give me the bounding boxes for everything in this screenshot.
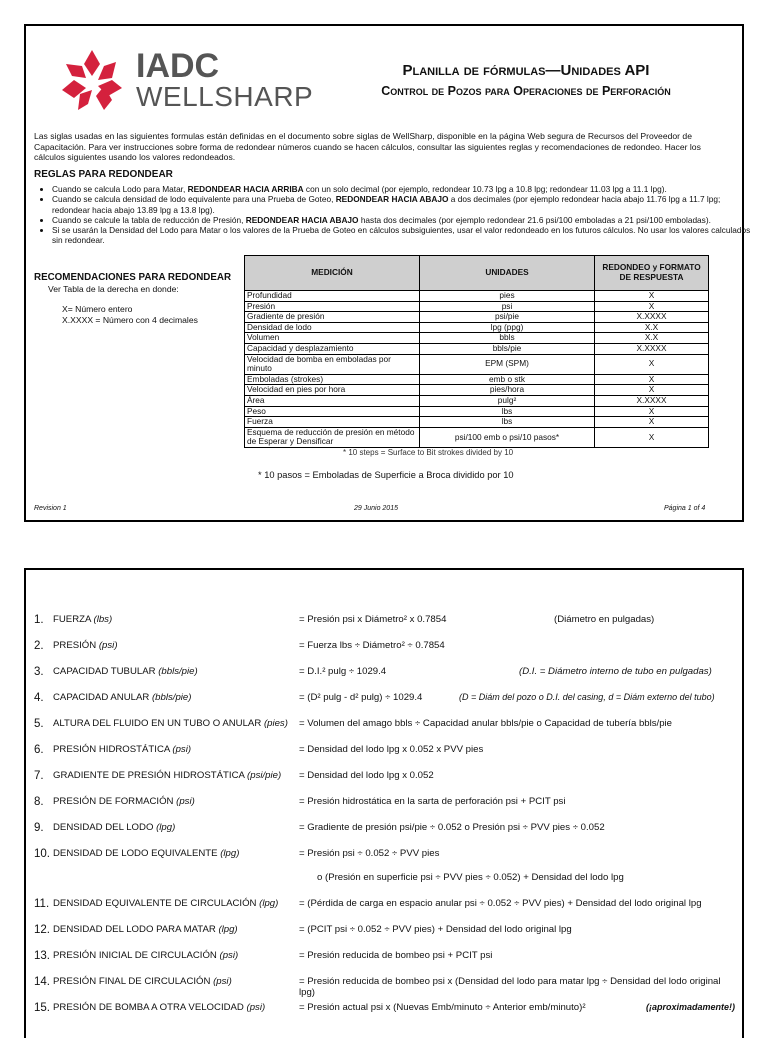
cell-medicion: Fuerza [245,417,420,428]
formula-expression: = Volumen del amago bbls ÷ Capacidad anular bbls/pie o Capacidad de tubería bbls/pie [299,718,673,729]
iadc-wellsharp-logo [56,46,314,116]
cell-redondeo: X.XXXX [595,343,709,354]
cell-redondeo: X [595,406,709,417]
cell-medicion: Área [245,395,420,406]
cell-unidades: bbls [420,333,595,344]
table-row [245,427,709,447]
formula-row [34,848,739,862]
formula-name: DENSIDAD DE LODO EQUIVALENTE (lpg) [53,848,240,859]
formula-row [34,822,739,836]
cell-medicion: Volumen [245,333,420,344]
formula-number: 10. [34,848,50,860]
table-row [245,291,709,302]
formula-unit: (lpg) [259,898,279,909]
cell-unidades: pies/hora [420,385,595,396]
formula-expression: o (Presión en superficie psi ÷ PVV pies ÷ 0.052) + Densidad del lodo lpg [317,872,624,883]
rule-item: • Si se usarán la Densidad del Lodo para Matar o los valores de la Prueba de Goteo en cálculos subsiguientes, usar el valor redondeado en los futuros cálculos. No usar los valores calculados sin redondear. [52,225,752,246]
formula-unit: (psi) [98,640,118,651]
formula-row [34,976,739,998]
cell-unidades: pulg² [420,395,595,406]
formula-expression: = Presión actual psi x (Nuevas Emb/minuto ÷ Anterior emb/minuto)² [299,1002,586,1013]
formula-number: 11. [34,898,50,910]
cell-medicion: Capacidad y desplazamiento [245,343,420,354]
cell-unidades: emb o stk [420,374,595,385]
formula-expression: = Gradiente de presión psi/pie ÷ 0.052 o Presión psi ÷ PVV pies ÷ 0.052 [299,822,605,833]
rule-item: • Cuando se calcula Lodo para Matar, REDONDEAR HACIA ARRIBA con un solo decimal (por ejemplo, redondear 10.73 lpg a 10.8 lpg; redondear 11.03 lpg a 11.1 lpg). [52,184,752,194]
formula-row [34,718,739,732]
formula-name: PRESIÓN FINAL DE CIRCULACIÓN (psi) [53,976,232,987]
formula-number: 15. [34,1002,50,1014]
cell-medicion: Presión [245,301,420,312]
formula-name: ALTURA DEL FLUIDO EN UN TUBO O ANULAR (pies) [53,718,288,729]
cell-medicion: Gradiente de presión [245,312,420,323]
formula-number: 14. [34,976,50,988]
cell-redondeo: X.XXXX [595,312,709,323]
cell-redondeo: X [595,354,709,374]
table-row [245,395,709,406]
cell-unidades: lbs [420,417,595,428]
footer-date: 29 Junio 2015 [354,505,398,512]
formula-unit: (psi) [219,950,239,961]
formula-row [34,950,739,964]
legend-xxxx: X.XXXX = Número con 4 decimales [62,314,198,325]
cell-unidades: pies [420,291,595,302]
formula-name: DENSIDAD EQUIVALENTE DE CIRCULACIÓN (lpg) [53,898,279,909]
page-subtitle: Control de Pozos para Operaciones de Perforación [381,84,671,98]
table-row [245,322,709,333]
cell-unidades: psi/pie [420,312,595,323]
cell-medicion: Emboladas (strokes) [245,374,420,385]
formula-name: PRESIÓN DE BOMBA A OTRA VELOCIDAD (psi) [53,1002,266,1013]
formula-note: (D.I. = Diámetro interno de tubo en pulgadas) [519,666,712,677]
formula-unit: (lbs) [93,614,113,625]
formula-number: 12. [34,924,50,936]
page-2 [24,568,744,1038]
table-row [245,385,709,396]
rounding-table-body [245,291,709,448]
formula-unit: (lpg) [218,924,238,935]
cell-medicion: Peso [245,406,420,417]
formula-note: (D = Diám del pozo o D.I. del casing, d = Diám externo del tubo) [459,692,715,702]
formula-name: PRESIÓN INICIAL DE CIRCULACIÓN (psi) [53,950,239,961]
cell-redondeo: X [595,427,709,447]
col-header-medicion: MEDICIÓN [245,256,420,291]
table-row [245,301,709,312]
cell-redondeo: X [595,291,709,302]
rules-list [34,184,752,246]
formula-row [34,872,739,886]
formula-row [34,898,739,912]
cell-unidades: lbs [420,406,595,417]
cell-medicion: Velocidad de bomba en emboladas por minuto [245,354,420,374]
intro-paragraph: Las siglas usadas en las siguientes formulas están definidas en el documento sobre siglas de WellSharp, disponible en la página Web segura de Recursos del Proveedor de Capacitación. Para ver instrucciones sobre forma de redondear números cuando se hacen cálculos, consultar las siguientes reglas y recomendaciones de redondeo. Hacer los cálculos siguientes usando los valores redondeados. [34,131,701,162]
formula-expression: = Presión hidrostática en la sarta de perforación psi + PCIT psi [299,796,566,807]
formula-expression: = Presión psi x Diámetro² x 0.7854 [299,614,447,625]
formula-number: 9. [34,822,44,834]
cell-redondeo: X [595,374,709,385]
formula-expression: = D.I.² pulg ÷ 1029.4 [299,666,387,677]
cell-redondeo: X.X [595,333,709,344]
table-row [245,343,709,354]
formula-name: PRESIÓN HIDROSTÁTICA (psi) [53,744,192,755]
formula-name: DENSIDAD DEL LODO PARA MATAR (lpg) [53,924,238,935]
formula-expression: = (Pérdida de carga en espacio anular psi ÷ 0.052 ÷ PVV pies) + Densidad del lodo original lpg [299,898,702,909]
formula-number: 3. [34,666,44,678]
table-row [245,406,709,417]
table-row [245,354,709,374]
cell-medicion: Esquema de reducción de presión en método de Esperar y Densificar [245,427,420,447]
formula-expression: = Presión reducida de bombeo psi + PCIT psi [299,950,493,961]
formula-unit: (lpg) [156,822,176,833]
formula-number: 5. [34,718,44,730]
formula-unit: (psi) [176,796,195,807]
formula-name: CAPACIDAD TUBULAR (bbls/pie) [53,666,198,677]
formula-row [34,744,739,758]
formula-row [34,796,739,810]
formula-note: (Diámetro en pulgadas) [554,614,655,625]
formula-row [34,614,739,628]
cell-medicion: Densidad de lodo [245,322,420,333]
page-title: Planilla de fórmulas—Unidades API [402,62,650,79]
formula-expression: = Densidad del lodo lpg x 0.052 x PVV pies [299,744,484,755]
recommendations-legend [62,304,198,325]
formula-row [34,924,739,938]
formula-expression: = (PCIT psi ÷ 0.052 ÷ PVV pies) + Densidad del lodo original lpg [299,924,572,935]
brand-iadc: IADC [136,47,220,85]
formula-name: GRADIENTE DE PRESIÓN HIDROSTÁTICA (psi/pie) [53,770,282,781]
formula-row [34,640,739,654]
table-row [245,417,709,428]
rule-item: • Cuando se calcula densidad de lodo equivalente para una Prueba de Goteo, REDONDEAR HACIA ABAJO a dos decimales (por ejemplo redondear hacia abajo 11.76 lpg a 11.7 lpg; redondear hacia abajo 13.89 lpg a 13.8 lpg). [52,194,752,215]
cell-unidades: psi [420,301,595,312]
formula-unit: (psi) [172,744,192,755]
cell-medicion: Velocidad en pies por hora [245,385,420,396]
footer-revision: Revision 1 [34,505,67,512]
formula-number: 8. [34,796,44,808]
formula-number: 13. [34,950,50,962]
formula-row [34,770,739,784]
formula-number: 2. [34,640,44,652]
brand-wellsharp: WELLSHARP [136,81,314,112]
formula-row [34,1002,739,1016]
legend-x: X= Número entero [62,304,133,314]
col-header-unidades: UNIDADES [420,256,595,291]
formula-row [34,666,739,680]
formula-name: FUERZA (lbs) [53,614,113,625]
formula-unit: (psi) [246,1002,266,1013]
cell-unidades: lpg (ppg) [420,322,595,333]
formula-unit: (psi/pie) [247,770,282,781]
cell-unidades: EPM (SPM) [420,354,595,374]
formula-note: (¡aproximadamente!) [646,1002,736,1012]
cell-redondeo: X.X [595,322,709,333]
formula-unit: (bbls/pie) [151,692,192,703]
formula-expression: = Fuerza lbs ÷ Diámetro² ÷ 0.7854 [299,640,445,651]
formula-name: PRESIÓN (psi) [53,640,118,651]
formula-unit: (psi) [213,976,232,987]
formula-row [34,692,739,706]
iadc-emblem-icon [56,46,128,116]
table-row [245,374,709,385]
recommendations-heading: RECOMENDACIONES PARA REDONDEAR [34,272,232,283]
rules-heading: REGLAS PARA REDONDEAR [34,169,173,180]
formula-expression: = Densidad del lodo lpg x 0.052 [299,770,434,781]
formula-unit: (lpg) [220,848,240,859]
cell-redondeo: X [595,301,709,312]
formula-number: 4. [34,692,44,704]
cell-unidades: bbls/pie [420,343,595,354]
formula-expression: = Presión reducida de bombeo psi x (Densidad del lodo para matar lpg ÷ Densidad del lodo original lpg) [299,976,721,998]
recommendations-subtext: Ver Tabla de la derecha en donde: [48,284,179,294]
col-header-redondeo: REDONDEO y FORMATO DE RESPUESTA [595,256,709,291]
formula-name: CAPACIDAD ANULAR (bbls/pie) [53,692,192,703]
table-row [245,312,709,323]
table-footnote: * 10 pasos = Emboladas de Superficie a Broca dividido por 10 [258,470,514,480]
formula-unit: (bbls/pie) [158,666,198,677]
formula-unit: (pies) [263,718,288,729]
page-1 [24,24,751,522]
formula-name: PRESIÓN DE FORMACIÓN (psi) [53,796,195,807]
rounding-table [244,255,709,448]
formula-number: 6. [34,744,44,756]
formula-number: 7. [34,770,44,782]
cell-redondeo: X [595,385,709,396]
cell-redondeo: X [595,417,709,428]
table-overlap-text: * 10 steps = Surface to Bit strokes divided by 10 [343,448,514,457]
formula-name: DENSIDAD DEL LODO (lpg) [53,822,176,833]
formula-expression: = (D² pulg - d² pulg) ÷ 1029.4 [299,692,423,703]
footer-page: Página 1 of 4 [664,505,706,512]
cell-unidades: psi/100 emb o psi/10 pasos* [420,427,595,447]
rule-item: • Cuando se calcule la tabla de reducción de Presión, REDONDEAR HACIA ABAJO hasta dos decimales (por ejemplo redondear 21.6 psi/100 emboladas a 21 psi/100 emboladas). [52,215,752,225]
cell-medicion: Profundidad [245,291,420,302]
table-row [245,333,709,344]
formula-number: 1. [34,614,44,626]
formula-expression: = Presión psi ÷ 0.052 ÷ PVV pies [299,848,440,859]
cell-redondeo: X.XXXX [595,395,709,406]
